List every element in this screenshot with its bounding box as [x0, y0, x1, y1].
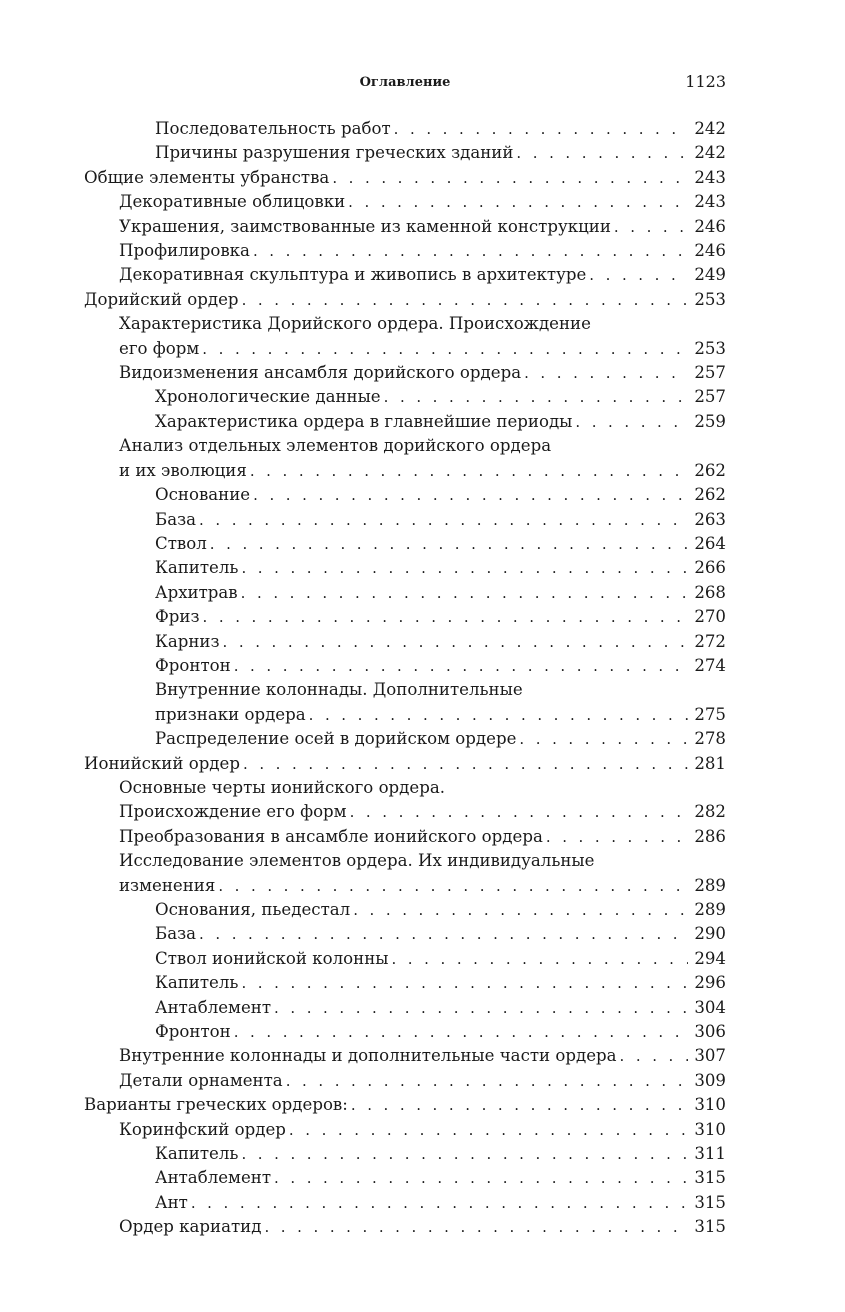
toc-entry-line — [155, 1020, 726, 1044]
toc-entry-title: Капитель — [155, 1144, 239, 1164]
toc-entry-line — [155, 532, 726, 556]
toc-entry[interactable] — [84, 166, 726, 190]
toc-entry-page: 282 — [694, 802, 726, 822]
dot-leader — [286, 1069, 689, 1093]
dot-leader — [243, 752, 688, 776]
toc-entry-page: 253 — [694, 338, 726, 358]
dot-leader — [203, 605, 689, 629]
toc-entry-line — [155, 1142, 726, 1166]
toc-entry-page: 243 — [694, 167, 726, 187]
toc-entry-page: 264 — [694, 533, 726, 553]
toc-entry-line — [155, 483, 726, 507]
toc-entry-page: 274 — [694, 655, 726, 675]
toc-entry-title: Декоративная скульптура и живопись в архитектуре — [119, 265, 587, 285]
toc-entry-line — [119, 337, 726, 361]
dot-leader — [218, 874, 688, 898]
toc-entry[interactable] — [84, 312, 726, 361]
toc-entry-title: Фронтон — [155, 655, 231, 675]
toc-entry-title: Архитрав — [155, 582, 238, 602]
toc-entry[interactable] — [84, 605, 726, 629]
toc-entry-title: Варианты греческих ордеров: — [84, 1095, 348, 1115]
dot-leader — [353, 898, 688, 922]
toc-entry-line — [155, 630, 726, 654]
toc-entry-page: 310 — [694, 1095, 726, 1115]
table-of-contents — [84, 117, 726, 1240]
toc-entry-title: Ионийский ордер — [84, 753, 240, 773]
toc-entry-title: Коринфский ордер — [119, 1119, 286, 1139]
toc-entry[interactable] — [84, 1069, 726, 1093]
toc-entry-line — [155, 971, 726, 995]
toc-entry-title: Декоративные облицовки — [119, 192, 346, 212]
toc-entry-line — [119, 239, 726, 263]
toc-entry-page: 281 — [694, 753, 726, 773]
toc-entry-page: 315 — [694, 1192, 726, 1212]
toc-entry-title: Капитель — [155, 558, 239, 578]
toc-entry[interactable] — [84, 361, 726, 385]
toc-entry-page: 249 — [694, 265, 726, 285]
dot-leader — [614, 215, 688, 239]
toc-entry-line — [155, 385, 726, 409]
dot-leader — [289, 1118, 688, 1142]
dot-leader — [274, 1166, 688, 1190]
toc-entry-page: 263 — [694, 509, 726, 529]
toc-entry[interactable] — [84, 263, 726, 287]
toc-entry[interactable] — [84, 947, 726, 971]
running-header — [84, 72, 726, 94]
toc-entry-title: Детали орнамента — [119, 1070, 283, 1090]
toc-entry-line — [155, 117, 726, 141]
dot-leader — [620, 1044, 689, 1068]
toc-entry[interactable] — [84, 752, 726, 776]
toc-entry-line — [119, 190, 726, 214]
toc-entry-title: Профилировка — [119, 241, 250, 261]
toc-entry-line — [119, 1044, 726, 1068]
toc-entry-page: 268 — [694, 582, 726, 602]
toc-entry-page: 315 — [694, 1217, 726, 1237]
toc-entry-title: изменения — [119, 875, 216, 895]
toc-entry-page: 270 — [694, 607, 726, 627]
toc-entry-title: Украшения, заимствованные из каменной конструкции — [119, 216, 611, 236]
toc-entry-title: Дорийский ордер — [84, 289, 239, 309]
toc-entry-title: Внутренние колоннады и дополнительные части ордера — [119, 1046, 617, 1066]
toc-entry-line — [155, 947, 726, 971]
toc-entry[interactable] — [84, 581, 726, 605]
toc-entry[interactable] — [84, 825, 726, 849]
toc-entry-page: 246 — [694, 216, 726, 236]
toc-entry[interactable] — [84, 385, 726, 409]
toc-entry-title: Антаблемент — [155, 1168, 272, 1188]
dot-leader — [348, 190, 688, 214]
toc-entry[interactable] — [84, 239, 726, 263]
toc-entry-title: Ствол — [155, 533, 207, 553]
toc-entry-title: и их эволюция — [119, 460, 247, 480]
toc-entry-page: 278 — [694, 729, 726, 749]
dot-leader — [250, 459, 688, 483]
dot-leader — [253, 483, 688, 507]
toc-entry-page: 296 — [694, 973, 726, 993]
toc-entry-page: 243 — [694, 192, 726, 212]
dot-leader — [253, 239, 688, 263]
toc-entry-title: Ордер кариатид — [119, 1217, 262, 1237]
toc-entry-page: 242 — [694, 119, 726, 138]
toc-entry-title: Общие элементы убранства — [84, 167, 330, 187]
toc-entry-title: Ант — [155, 1192, 188, 1212]
toc-entry-title-line: Внутренние колоннады. Дополнительные — [155, 680, 523, 700]
toc-entry-title: Причины разрушения греческих зданий — [155, 143, 514, 163]
header-title: Оглавление — [359, 75, 451, 90]
toc-entry-line — [119, 1118, 726, 1142]
toc-entry-title: Видоизменения ансамбля дорийского ордера — [119, 363, 522, 383]
dot-leader — [384, 385, 689, 409]
toc-entry-title: Капитель — [155, 973, 239, 993]
toc-entry[interactable] — [84, 971, 726, 995]
toc-entry[interactable] — [84, 1142, 726, 1166]
toc-entry-line — [119, 361, 726, 385]
dot-leader — [242, 288, 689, 312]
dot-leader — [264, 1215, 688, 1239]
dot-leader — [589, 263, 688, 287]
toc-entry-page: 311 — [694, 1144, 726, 1164]
toc-entry-line — [84, 752, 726, 776]
toc-entry-title: Распределение осей в дорийском ордере — [155, 729, 517, 749]
toc-entry[interactable] — [84, 117, 726, 141]
dot-leader — [241, 971, 688, 995]
toc-entry-page: 289 — [694, 875, 726, 895]
dot-leader — [350, 800, 689, 824]
toc-entry-title: База — [155, 924, 197, 944]
toc-entry[interactable] — [84, 630, 726, 654]
toc-entry-title-line: Исследование элементов ордера. Их индивидуальные — [119, 851, 595, 871]
dot-leader — [241, 1142, 688, 1166]
toc-entry[interactable] — [84, 1166, 726, 1190]
toc-entry-line — [155, 996, 726, 1020]
toc-entry-title: База — [155, 509, 197, 529]
dot-leader — [309, 703, 689, 727]
toc-entry-line — [155, 410, 726, 434]
toc-entry-line — [119, 263, 726, 287]
dot-leader — [199, 922, 688, 946]
toc-entry-page: 257 — [694, 387, 726, 407]
toc-entry-page: 286 — [694, 826, 726, 846]
toc-entry[interactable] — [84, 922, 726, 946]
dot-leader — [241, 556, 688, 580]
dot-leader — [274, 996, 688, 1020]
toc-entry-line — [119, 459, 726, 483]
toc-entry[interactable] — [84, 434, 726, 483]
toc-entry-page: 257 — [694, 363, 726, 383]
dot-leader — [394, 117, 689, 141]
dot-leader — [241, 581, 689, 605]
toc-entry-page: 294 — [694, 948, 726, 968]
dot-leader — [223, 630, 689, 654]
toc-entry-line — [119, 800, 726, 824]
toc-entry[interactable] — [84, 849, 726, 898]
toc-entry[interactable] — [84, 508, 726, 532]
toc-entry[interactable] — [84, 1044, 726, 1068]
toc-entry-page: 306 — [694, 1022, 726, 1042]
dot-leader — [210, 532, 689, 556]
toc-entry-line — [155, 703, 726, 727]
toc-entry-line — [119, 825, 726, 849]
toc-entry-page: 272 — [694, 631, 726, 651]
toc-entry[interactable] — [84, 483, 726, 507]
toc-entry-line — [155, 1166, 726, 1190]
toc-entry-title: Фронтон — [155, 1022, 231, 1042]
toc-entry-page: 307 — [694, 1046, 726, 1066]
toc-entry-line — [119, 215, 726, 239]
dot-leader — [199, 508, 688, 532]
toc-entry-title: признаки ордера — [155, 704, 306, 724]
toc-entry-title: Ствол ионийской колонны — [155, 948, 389, 968]
toc-entry-line — [119, 1215, 726, 1239]
toc-entry[interactable] — [84, 678, 726, 727]
toc-entry[interactable] — [84, 1215, 726, 1239]
toc-entry[interactable] — [84, 190, 726, 214]
toc-entry-title: Характеристика ордера в главнейшие периоды — [155, 411, 573, 431]
toc-entry-line — [155, 654, 726, 678]
toc-entry[interactable] — [84, 654, 726, 678]
toc-entry-page: 289 — [694, 900, 726, 919]
dot-leader — [202, 337, 688, 361]
dot-leader — [191, 1191, 689, 1215]
toc-entry[interactable] — [84, 141, 726, 165]
toc-entry-page: 310 — [694, 1119, 726, 1139]
toc-entry[interactable] — [84, 556, 726, 580]
toc-entry[interactable] — [84, 288, 726, 312]
toc-entry-line — [155, 556, 726, 580]
toc-entry-line — [155, 1191, 726, 1215]
toc-entry-title-line: Основные черты ионийского ордера. — [119, 777, 446, 797]
dot-leader — [519, 727, 688, 751]
toc-entry[interactable] — [84, 215, 726, 239]
toc-entry[interactable] — [84, 996, 726, 1020]
dot-leader — [546, 825, 688, 849]
toc-entry-title: Основание — [155, 485, 251, 505]
page-number: 1123 — [685, 72, 726, 91]
toc-entry[interactable] — [84, 1093, 726, 1117]
dot-leader — [524, 361, 688, 385]
toc-entry[interactable] — [84, 1020, 726, 1044]
toc-entry[interactable] — [84, 1191, 726, 1215]
toc-entry-line — [155, 727, 726, 751]
toc-entry-page: 262 — [694, 485, 726, 505]
dot-leader — [332, 166, 688, 190]
toc-entry-title-line: Анализ отдельных элементов дорийского ордера — [119, 436, 552, 456]
toc-entry[interactable] — [84, 727, 726, 751]
toc-entry-page: 290 — [694, 924, 726, 944]
toc-entry-page: 275 — [694, 704, 726, 724]
toc-entry-line — [155, 581, 726, 605]
toc-entry-title: его форм — [119, 338, 200, 358]
dot-leader — [234, 654, 689, 678]
toc-entry-title: Карниз — [155, 631, 220, 651]
toc-entry-page: 242 — [694, 143, 726, 163]
toc-entry-page: 259 — [694, 411, 726, 431]
dot-leader — [516, 141, 688, 165]
toc-entry-line — [155, 508, 726, 532]
toc-entry-title: Происхождение его форм — [119, 802, 347, 822]
toc-entry-title: Преобразования в ансамбле ионийского ордера — [119, 826, 543, 846]
toc-entry-title: Хронологические данные — [155, 387, 381, 407]
dot-leader — [575, 410, 688, 434]
toc-entry-line — [84, 166, 726, 190]
toc-entry-page: 315 — [694, 1168, 726, 1188]
toc-entry-title: Основания, пьедестал — [155, 900, 351, 919]
toc-entry-line — [119, 874, 726, 898]
toc-entry-line — [155, 922, 726, 946]
toc-entry-page: 262 — [694, 460, 726, 480]
toc-entry[interactable] — [84, 1118, 726, 1142]
toc-entry-line — [84, 288, 726, 312]
dot-leader — [351, 1093, 688, 1117]
toc-entry-title: Антаблемент — [155, 997, 272, 1017]
toc-entry-page: 309 — [694, 1070, 726, 1090]
toc-entry[interactable] — [84, 776, 726, 825]
toc-entry-page: 246 — [694, 241, 726, 261]
toc-entry[interactable] — [84, 898, 726, 922]
toc-entry-line — [155, 898, 726, 922]
toc-entry-line — [155, 141, 726, 165]
toc-entry[interactable] — [84, 410, 726, 434]
dot-leader — [391, 947, 688, 971]
toc-entry-line — [119, 1069, 726, 1093]
toc-entry-line — [155, 605, 726, 629]
toc-entry-page: 266 — [694, 558, 726, 578]
toc-entry-page: 253 — [694, 289, 726, 309]
dot-leader — [234, 1020, 689, 1044]
toc-entry-page: 304 — [694, 997, 726, 1017]
toc-entry-title-line: Характеристика Дорийского ордера. Происхождение — [119, 314, 591, 334]
toc-entry[interactable] — [84, 532, 726, 556]
toc-entry-title: Последовательность работ — [155, 119, 391, 138]
toc-entry-title: Фриз — [155, 607, 200, 627]
toc-entry-line — [84, 1093, 726, 1117]
